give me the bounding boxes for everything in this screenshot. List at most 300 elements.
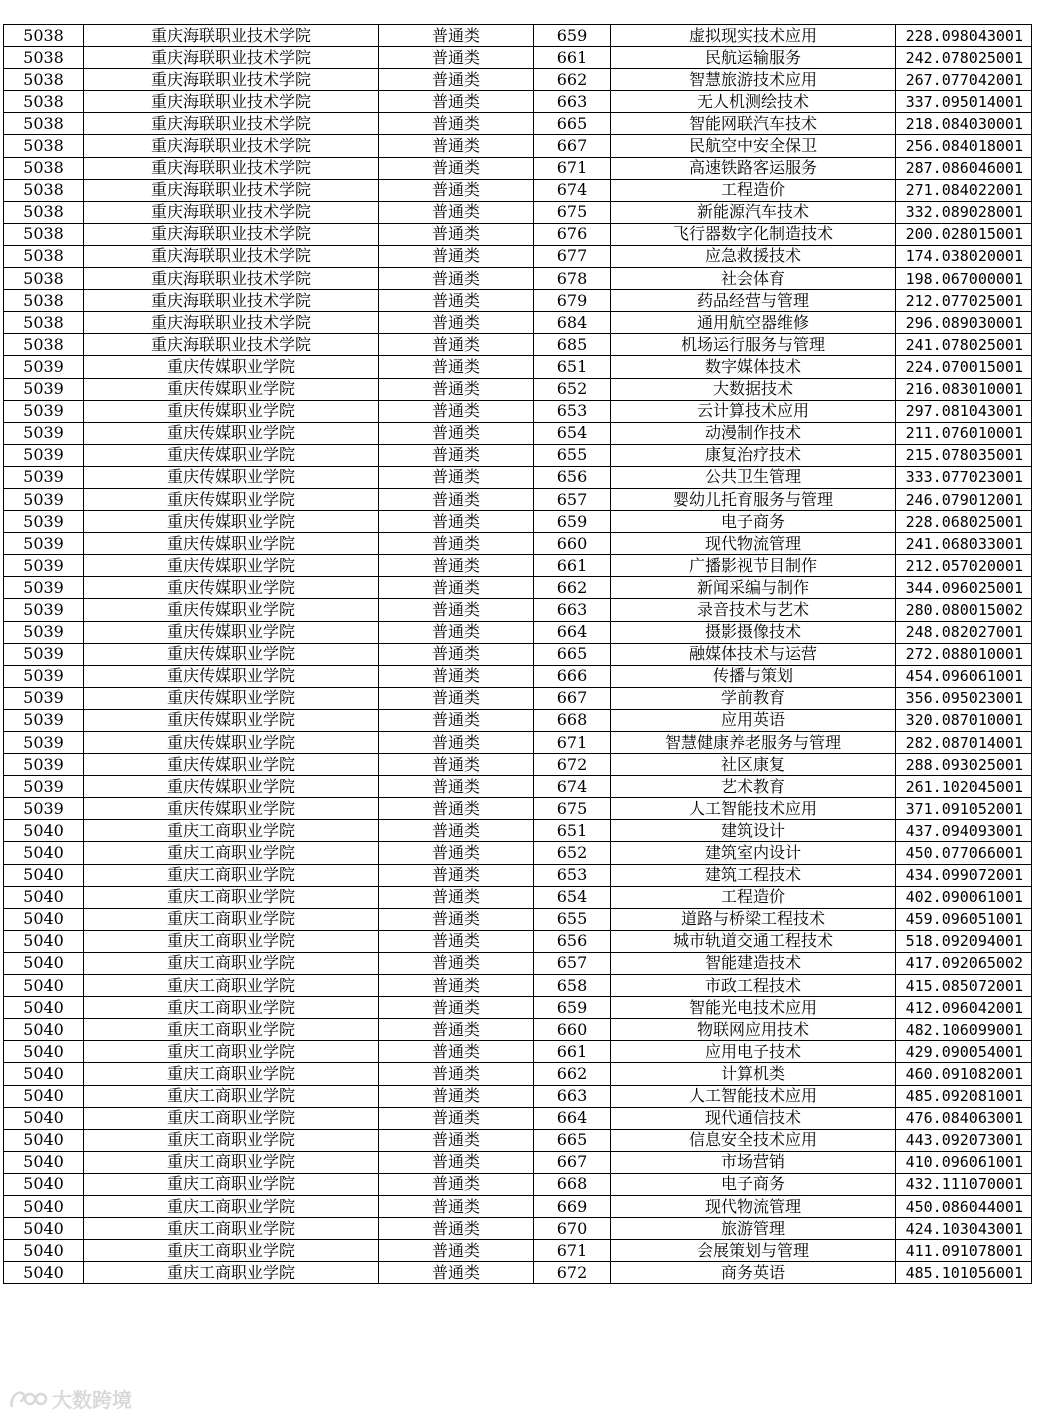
- cell-code: 5039: [4, 511, 84, 533]
- cell-major: 智慧旅游技术应用: [611, 69, 896, 91]
- cell-code: 5040: [4, 1129, 84, 1151]
- cell-school: 重庆传媒职业学院: [84, 798, 379, 820]
- table-row: [4, 842, 1032, 864]
- cell-major-code: 659: [534, 997, 611, 1019]
- cell-category: 普通类: [379, 665, 534, 687]
- cell-code: 5039: [4, 621, 84, 643]
- table-row: [4, 1240, 1032, 1262]
- cell-score: 216.083010001: [896, 378, 1032, 400]
- cell-score: 297.081043001: [896, 400, 1032, 422]
- cell-code: 5039: [4, 776, 84, 798]
- table-row: [4, 378, 1032, 400]
- cell-category: 普通类: [379, 709, 534, 731]
- cell-score: 450.077066001: [896, 842, 1032, 864]
- cell-school: 重庆传媒职业学院: [84, 577, 379, 599]
- cell-code: 5038: [4, 91, 84, 113]
- cell-school: 重庆海联职业技术学院: [84, 113, 379, 135]
- cell-major: 机场运行服务与管理: [611, 334, 896, 356]
- cell-score: 200.028015001: [896, 223, 1032, 245]
- cell-score: 287.086046001: [896, 157, 1032, 179]
- cell-score: 485.101056001: [896, 1262, 1032, 1284]
- table-row: [4, 533, 1032, 555]
- cell-school: 重庆传媒职业学院: [84, 444, 379, 466]
- table-row: [4, 1107, 1032, 1129]
- cell-school: 重庆传媒职业学院: [84, 378, 379, 400]
- table-row: [4, 709, 1032, 731]
- cell-major-code: 671: [534, 732, 611, 754]
- table-row: [4, 643, 1032, 665]
- cell-code: 5040: [4, 820, 84, 842]
- cell-code: 5039: [4, 709, 84, 731]
- cell-category: 普通类: [379, 1240, 534, 1262]
- cell-major: 传播与策划: [611, 665, 896, 687]
- cell-major: 旅游管理: [611, 1218, 896, 1240]
- cell-category: 普通类: [379, 444, 534, 466]
- cell-school: 重庆海联职业技术学院: [84, 201, 379, 223]
- table-row: [4, 488, 1032, 510]
- cell-category: 普通类: [379, 1019, 534, 1041]
- cell-score: 485.092081001: [896, 1085, 1032, 1107]
- cell-major: 电子商务: [611, 1173, 896, 1195]
- cell-score: 356.095023001: [896, 687, 1032, 709]
- cell-score: 434.099072001: [896, 864, 1032, 886]
- table-row: [4, 908, 1032, 930]
- cell-code: 5039: [4, 422, 84, 444]
- cell-code: 5040: [4, 842, 84, 864]
- cell-score: 248.082027001: [896, 621, 1032, 643]
- cell-school: 重庆传媒职业学院: [84, 732, 379, 754]
- cell-school: 重庆海联职业技术学院: [84, 312, 379, 334]
- cell-code: 5038: [4, 312, 84, 334]
- table-row: [4, 1129, 1032, 1151]
- cell-category: 普通类: [379, 47, 534, 69]
- cell-code: 5039: [4, 356, 84, 378]
- cell-score: 241.078025001: [896, 334, 1032, 356]
- cell-category: 普通类: [379, 1085, 534, 1107]
- cell-major-code: 662: [534, 577, 611, 599]
- cell-major: 人工智能技术应用: [611, 1085, 896, 1107]
- cell-category: 普通类: [379, 1129, 534, 1151]
- cell-category: 普通类: [379, 135, 534, 157]
- table-row: [4, 886, 1032, 908]
- cell-score: 337.095014001: [896, 91, 1032, 113]
- table-row: [4, 1085, 1032, 1107]
- cell-school: 重庆海联职业技术学院: [84, 290, 379, 312]
- cell-score: 261.102045001: [896, 776, 1032, 798]
- cell-major: 现代通信技术: [611, 1107, 896, 1129]
- cell-category: 普通类: [379, 157, 534, 179]
- cell-code: 5039: [4, 643, 84, 665]
- cell-major: 物联网应用技术: [611, 1019, 896, 1041]
- cell-major-code: 667: [534, 1151, 611, 1173]
- cell-code: 5038: [4, 157, 84, 179]
- cell-major: 智能建造技术: [611, 952, 896, 974]
- cell-category: 普通类: [379, 91, 534, 113]
- cell-score: 482.106099001: [896, 1019, 1032, 1041]
- cell-major-code: 656: [534, 466, 611, 488]
- cell-major: 康复治疗技术: [611, 444, 896, 466]
- cell-category: 普通类: [379, 732, 534, 754]
- cell-major: 摄影摄像技术: [611, 621, 896, 643]
- cell-school: 重庆工商职业学院: [84, 1107, 379, 1129]
- cell-score: 402.090061001: [896, 886, 1032, 908]
- cell-score: 267.077042001: [896, 69, 1032, 91]
- cell-major: 建筑设计: [611, 820, 896, 842]
- cell-score: 242.078025001: [896, 47, 1032, 69]
- cell-major: 高速铁路客运服务: [611, 157, 896, 179]
- cell-category: 普通类: [379, 997, 534, 1019]
- cell-score: 437.094093001: [896, 820, 1032, 842]
- cell-major: 动漫制作技术: [611, 422, 896, 444]
- table-row: [4, 577, 1032, 599]
- cell-school: 重庆传媒职业学院: [84, 422, 379, 444]
- cell-category: 普通类: [379, 69, 534, 91]
- cell-major-code: 669: [534, 1195, 611, 1217]
- cell-score: 320.087010001: [896, 709, 1032, 731]
- cell-major-code: 662: [534, 1063, 611, 1085]
- cell-major-code: 679: [534, 290, 611, 312]
- cell-score: 228.098043001: [896, 25, 1032, 47]
- cell-score: 411.091078001: [896, 1240, 1032, 1262]
- cell-major-code: 651: [534, 820, 611, 842]
- cell-category: 普通类: [379, 1195, 534, 1217]
- table-body: [4, 25, 1032, 1284]
- cell-school: 重庆海联职业技术学院: [84, 157, 379, 179]
- cell-score: 224.070015001: [896, 356, 1032, 378]
- cell-major: 建筑工程技术: [611, 864, 896, 886]
- cell-category: 普通类: [379, 466, 534, 488]
- cell-code: 5039: [4, 687, 84, 709]
- cell-major: 智能光电技术应用: [611, 997, 896, 1019]
- cell-code: 5038: [4, 113, 84, 135]
- cell-major-code: 666: [534, 665, 611, 687]
- table-row: [4, 466, 1032, 488]
- cell-category: 普通类: [379, 201, 534, 223]
- cell-score: 371.091052001: [896, 798, 1032, 820]
- cell-category: 普通类: [379, 488, 534, 510]
- cell-code: 5038: [4, 334, 84, 356]
- cell-score: 296.089030001: [896, 312, 1032, 334]
- cell-school: 重庆工商职业学院: [84, 1173, 379, 1195]
- cell-score: 417.092065002: [896, 952, 1032, 974]
- table-row: [4, 245, 1032, 267]
- cell-school: 重庆传媒职业学院: [84, 687, 379, 709]
- cell-major: 应急救援技术: [611, 245, 896, 267]
- cell-major: 飞行器数字化制造技术: [611, 223, 896, 245]
- cell-school: 重庆传媒职业学院: [84, 488, 379, 510]
- cell-code: 5038: [4, 223, 84, 245]
- cell-school: 重庆工商职业学院: [84, 864, 379, 886]
- cell-major: 智能网联汽车技术: [611, 113, 896, 135]
- cell-major-code: 653: [534, 400, 611, 422]
- cell-code: 5040: [4, 997, 84, 1019]
- cell-score: 271.084022001: [896, 179, 1032, 201]
- cell-school: 重庆海联职业技术学院: [84, 91, 379, 113]
- cell-major-code: 677: [534, 245, 611, 267]
- cell-major: 现代物流管理: [611, 1195, 896, 1217]
- table-row: [4, 798, 1032, 820]
- cell-code: 5040: [4, 1195, 84, 1217]
- cell-code: 5039: [4, 665, 84, 687]
- table-row: [4, 47, 1032, 69]
- cell-major: 云计算技术应用: [611, 400, 896, 422]
- cell-code: 5038: [4, 245, 84, 267]
- cell-category: 普通类: [379, 975, 534, 997]
- cell-code: 5038: [4, 201, 84, 223]
- cell-major: 信息安全技术应用: [611, 1129, 896, 1151]
- table-row: [4, 1173, 1032, 1195]
- table-row: [4, 997, 1032, 1019]
- cell-code: 5039: [4, 577, 84, 599]
- table-row: [4, 621, 1032, 643]
- cell-major-code: 664: [534, 621, 611, 643]
- cell-score: 518.092094001: [896, 930, 1032, 952]
- cell-school: 重庆工商职业学院: [84, 908, 379, 930]
- cell-major: 建筑室内设计: [611, 842, 896, 864]
- table-row: [4, 1041, 1032, 1063]
- cell-major: 民航运输服务: [611, 47, 896, 69]
- cell-major-code: 672: [534, 754, 611, 776]
- cell-major: 计算机类: [611, 1063, 896, 1085]
- cell-category: 普通类: [379, 223, 534, 245]
- cell-major-code: 657: [534, 488, 611, 510]
- cell-major: 数字媒体技术: [611, 356, 896, 378]
- cell-school: 重庆传媒职业学院: [84, 356, 379, 378]
- cell-major-code: 664: [534, 1107, 611, 1129]
- cell-category: 普通类: [379, 599, 534, 621]
- cell-score: 450.086044001: [896, 1195, 1032, 1217]
- cell-school: 重庆工商职业学院: [84, 1218, 379, 1240]
- cell-school: 重庆工商职业学院: [84, 886, 379, 908]
- table-row: [4, 555, 1032, 577]
- cell-category: 普通类: [379, 25, 534, 47]
- cell-code: 5040: [4, 1240, 84, 1262]
- cell-major: 学前教育: [611, 687, 896, 709]
- cell-major-code: 674: [534, 776, 611, 798]
- cell-code: 5040: [4, 1262, 84, 1284]
- cell-major: 智慧健康养老服务与管理: [611, 732, 896, 754]
- table-row: [4, 356, 1032, 378]
- cell-major-code: 652: [534, 842, 611, 864]
- cell-score: 344.096025001: [896, 577, 1032, 599]
- cell-major: 社会体育: [611, 268, 896, 290]
- cell-score: 459.096051001: [896, 908, 1032, 930]
- cell-category: 普通类: [379, 1151, 534, 1173]
- cell-major-code: 661: [534, 1041, 611, 1063]
- cell-major-code: 667: [534, 687, 611, 709]
- cell-major-code: 652: [534, 378, 611, 400]
- cell-score: 241.068033001: [896, 533, 1032, 555]
- cell-major-code: 671: [534, 1240, 611, 1262]
- cell-major-code: 663: [534, 91, 611, 113]
- cell-category: 普通类: [379, 400, 534, 422]
- cell-code: 5039: [4, 754, 84, 776]
- cell-major-code: 656: [534, 930, 611, 952]
- cell-category: 普通类: [379, 776, 534, 798]
- cell-school: 重庆海联职业技术学院: [84, 69, 379, 91]
- cell-major-code: 661: [534, 47, 611, 69]
- cell-school: 重庆工商职业学院: [84, 930, 379, 952]
- cell-code: 5039: [4, 599, 84, 621]
- cell-school: 重庆海联职业技术学院: [84, 245, 379, 267]
- cell-code: 5040: [4, 886, 84, 908]
- cell-major-code: 662: [534, 69, 611, 91]
- cell-code: 5038: [4, 25, 84, 47]
- cell-score: 215.078035001: [896, 444, 1032, 466]
- cell-school: 重庆工商职业学院: [84, 1262, 379, 1284]
- cell-score: 280.080015002: [896, 599, 1032, 621]
- cell-code: 5040: [4, 1107, 84, 1129]
- cell-code: 5039: [4, 732, 84, 754]
- cell-school: 重庆海联职业技术学院: [84, 268, 379, 290]
- cell-major-code: 653: [534, 864, 611, 886]
- cell-code: 5038: [4, 268, 84, 290]
- cell-code: 5038: [4, 290, 84, 312]
- table-row: [4, 1019, 1032, 1041]
- cell-score: 256.084018001: [896, 135, 1032, 157]
- cell-code: 5040: [4, 1173, 84, 1195]
- cell-major-code: 654: [534, 422, 611, 444]
- cell-major: 无人机测绘技术: [611, 91, 896, 113]
- cell-major-code: 663: [534, 1085, 611, 1107]
- cell-category: 普通类: [379, 1041, 534, 1063]
- cell-score: 246.079012001: [896, 488, 1032, 510]
- cell-category: 普通类: [379, 1063, 534, 1085]
- table-row: [4, 268, 1032, 290]
- cell-category: 普通类: [379, 621, 534, 643]
- cell-category: 普通类: [379, 533, 534, 555]
- cell-major: 商务英语: [611, 1262, 896, 1284]
- table-row: [4, 334, 1032, 356]
- cell-category: 普通类: [379, 1107, 534, 1129]
- cell-school: 重庆工商职业学院: [84, 1195, 379, 1217]
- table-row: [4, 312, 1032, 334]
- cell-major-code: 672: [534, 1262, 611, 1284]
- cell-major: 新闻采编与制作: [611, 577, 896, 599]
- cell-major: 工程造价: [611, 886, 896, 908]
- cell-score: 174.038020001: [896, 245, 1032, 267]
- cell-score: 198.067000001: [896, 268, 1032, 290]
- table-row: [4, 864, 1032, 886]
- cell-major: 婴幼儿托育服务与管理: [611, 488, 896, 510]
- cell-major: 人工智能技术应用: [611, 798, 896, 820]
- cell-code: 5040: [4, 1151, 84, 1173]
- cell-code: 5039: [4, 378, 84, 400]
- cell-code: 5040: [4, 1019, 84, 1041]
- cell-code: 5038: [4, 179, 84, 201]
- cell-major-code: 671: [534, 157, 611, 179]
- table-row: [4, 1262, 1032, 1284]
- cell-major: 融媒体技术与运营: [611, 643, 896, 665]
- cell-code: 5039: [4, 444, 84, 466]
- cell-school: 重庆海联职业技术学院: [84, 223, 379, 245]
- cell-school: 重庆传媒职业学院: [84, 665, 379, 687]
- table-row: [4, 113, 1032, 135]
- cell-major: 道路与桥梁工程技术: [611, 908, 896, 930]
- cell-score: 272.088010001: [896, 643, 1032, 665]
- cell-school: 重庆海联职业技术学院: [84, 135, 379, 157]
- cell-major-code: 668: [534, 709, 611, 731]
- table-row: [4, 599, 1032, 621]
- cell-score: 282.087014001: [896, 732, 1032, 754]
- cell-major: 药品经营与管理: [611, 290, 896, 312]
- cell-major-code: 670: [534, 1218, 611, 1240]
- cell-score: 432.111070001: [896, 1173, 1032, 1195]
- cell-school: 重庆工商职业学院: [84, 1063, 379, 1085]
- cell-code: 5040: [4, 1085, 84, 1107]
- cell-code: 5038: [4, 135, 84, 157]
- table-row: [4, 776, 1032, 798]
- cell-category: 普通类: [379, 930, 534, 952]
- table-row: [4, 444, 1032, 466]
- cell-major-code: 665: [534, 1129, 611, 1151]
- cell-major-code: 651: [534, 356, 611, 378]
- cell-school: 重庆工商职业学院: [84, 1151, 379, 1173]
- cell-category: 普通类: [379, 864, 534, 886]
- cell-school: 重庆工商职业学院: [84, 1085, 379, 1107]
- admission-scores-table: [3, 24, 1032, 1284]
- watermark-logo-icon: [8, 1387, 48, 1411]
- cell-score: 454.096061001: [896, 665, 1032, 687]
- cell-school: 重庆传媒职业学院: [84, 533, 379, 555]
- cell-school: 重庆传媒职业学院: [84, 776, 379, 798]
- cell-category: 普通类: [379, 268, 534, 290]
- cell-major: 应用英语: [611, 709, 896, 731]
- table-row: [4, 952, 1032, 974]
- cell-code: 5040: [4, 952, 84, 974]
- cell-major-code: 659: [534, 511, 611, 533]
- cell-category: 普通类: [379, 577, 534, 599]
- cell-code: 5038: [4, 47, 84, 69]
- cell-code: 5040: [4, 864, 84, 886]
- cell-score: 218.084030001: [896, 113, 1032, 135]
- table-row: [4, 400, 1032, 422]
- cell-school: 重庆工商职业学院: [84, 952, 379, 974]
- table-row: [4, 1195, 1032, 1217]
- table-row: [4, 687, 1032, 709]
- table-row: [4, 511, 1032, 533]
- cell-code: 5040: [4, 975, 84, 997]
- cell-school: 重庆传媒职业学院: [84, 555, 379, 577]
- cell-code: 5039: [4, 798, 84, 820]
- cell-school: 重庆传媒职业学院: [84, 621, 379, 643]
- cell-major-code: 674: [534, 179, 611, 201]
- cell-major: 城市轨道交通工程技术: [611, 930, 896, 952]
- table-row: [4, 91, 1032, 113]
- cell-major: 工程造价: [611, 179, 896, 201]
- cell-code: 5038: [4, 69, 84, 91]
- cell-score: 443.092073001: [896, 1129, 1032, 1151]
- cell-category: 普通类: [379, 1173, 534, 1195]
- table-row: [4, 930, 1032, 952]
- cell-category: 普通类: [379, 687, 534, 709]
- table-row: [4, 1063, 1032, 1085]
- cell-score: 212.057020001: [896, 555, 1032, 577]
- cell-category: 普通类: [379, 555, 534, 577]
- cell-school: 重庆传媒职业学院: [84, 599, 379, 621]
- cell-major: 应用电子技术: [611, 1041, 896, 1063]
- cell-category: 普通类: [379, 908, 534, 930]
- cell-major-code: 665: [534, 643, 611, 665]
- cell-school: 重庆传媒职业学院: [84, 754, 379, 776]
- cell-code: 5039: [4, 533, 84, 555]
- cell-category: 普通类: [379, 245, 534, 267]
- cell-major: 市场营销: [611, 1151, 896, 1173]
- cell-major-code: 654: [534, 886, 611, 908]
- watermark-text: 大数跨境: [52, 1388, 132, 1412]
- table-row: [4, 1218, 1032, 1240]
- cell-category: 普通类: [379, 356, 534, 378]
